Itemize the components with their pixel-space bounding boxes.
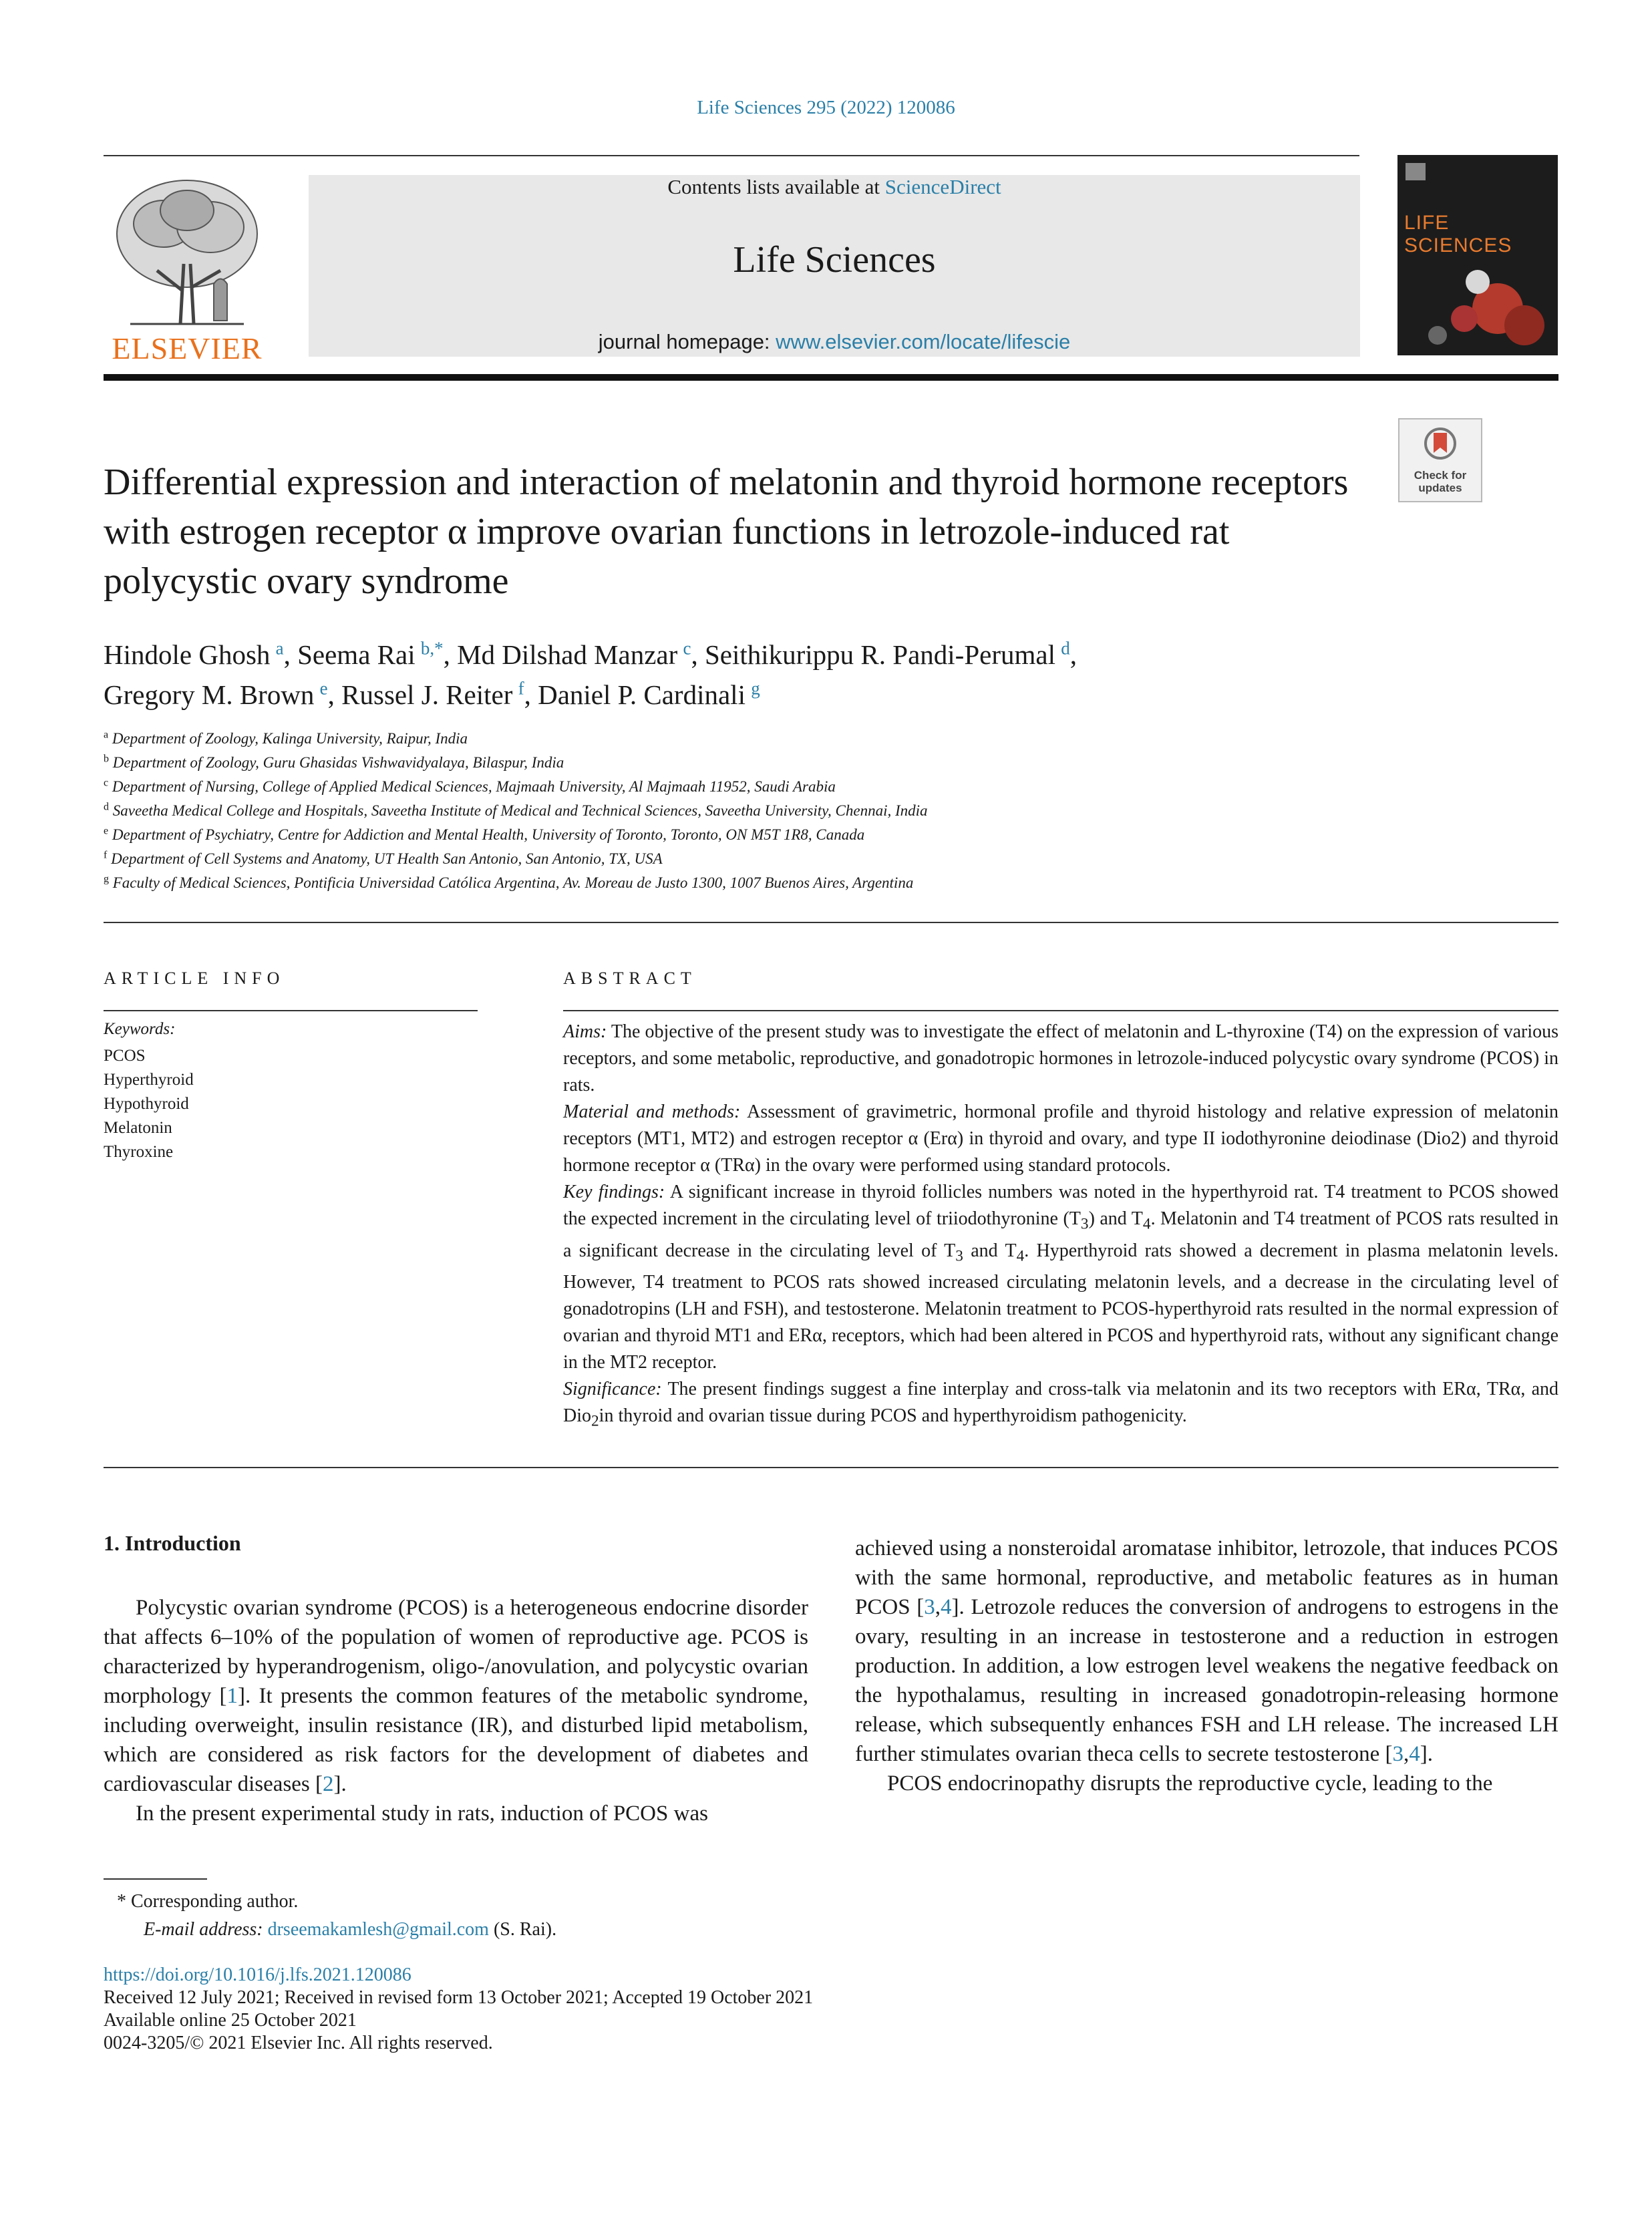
- body-column-left: [104, 1593, 808, 1828]
- abstract-aims: [563, 1019, 1558, 1099]
- check-for-updates-badge[interactable]: [1398, 418, 1482, 502]
- affiliation-sup: g: [104, 873, 109, 885]
- publication-info: [104, 1964, 813, 2055]
- article-info-rule: [104, 1010, 478, 1011]
- findings-text: A significant increase in thyroid follicles numbers was noted in the hyperthyroid rat. T4 treatment to PCOS showed the expected increment in the circulating level of triiodothyronine (T: [563, 1182, 1558, 1229]
- keywords-label: Keywords:: [104, 1020, 176, 1038]
- affiliation-item: [104, 799, 1540, 823]
- body-text: ].: [333, 1772, 347, 1796]
- affiliation-item: [104, 847, 1540, 871]
- citation-link[interactable]: 4: [941, 1595, 952, 1619]
- running-head[interactable]: Life Sciences 295 (2022) 120086: [697, 97, 955, 118]
- affiliation-item: [104, 751, 1540, 775]
- cover-publisher-icon: [1406, 163, 1426, 180]
- affiliation-text: Department of Zoology, Guru Ghasidas Vishwavidyalaya, Bilaspur, India: [112, 754, 564, 771]
- journal-masthead: [309, 175, 1360, 357]
- citation-link[interactable]: 3: [924, 1595, 935, 1619]
- affiliation-sup: d: [104, 801, 109, 813]
- elsevier-logo: [104, 170, 271, 364]
- body-text: achieved using a nonsteroidal aromatase inhibitor, letrozole, that induces PCOS with the same hormonal, reproductive, and metabolic features as in human PCOS [: [855, 1536, 1558, 1619]
- bookmark-icon: [1424, 426, 1456, 468]
- email-suffix: (S. Rai).: [488, 1919, 557, 1940]
- email-link[interactable]: drseemakamlesh@gmail.com: [267, 1919, 489, 1940]
- sciencedirect-link[interactable]: ScienceDirect: [884, 175, 1001, 198]
- abstract-rule: [563, 1010, 1558, 1011]
- journal-name: Life Sciences: [733, 239, 936, 281]
- findings-text: . Hyperthyroid rats showed a decrement in plasma melatonin levels. However, T4 treatment to PCOS rats showed increased circulating melatonin levels, and a decrease in the circulating level of gonadotropins (LH and FSH), and testosterone. Melatonin treatment to PCOS-hyperthyroid rats resulted in the normal expression of ovarian and thyroid MT1 and ERα, receptors, which had been altered in PCOS and hyperthyroid rats, without any significant change in the MT2 receptor.: [563, 1240, 1558, 1373]
- email-label: E-mail address:: [144, 1919, 268, 1940]
- keyword: Thyroxine: [104, 1143, 174, 1161]
- affiliation-item: [104, 871, 1540, 895]
- affiliation-list: [104, 727, 1540, 895]
- citation-link[interactable]: 1: [226, 1684, 238, 1708]
- cover-title: LIFE SCIENCES: [1404, 212, 1512, 257]
- citation-separator: ,: [935, 1595, 941, 1619]
- check-for-updates-text: Check for updates: [1414, 469, 1467, 494]
- author-name[interactable]: Seema Rai: [297, 639, 416, 670]
- affiliation-text: Department of Nursing, College of Applied Medical Sciences, Majmaah University, Al Majmaah 11952, Saudi Arabia: [112, 778, 836, 795]
- affiliation-item: [104, 775, 1540, 799]
- citation-link[interactable]: 3: [1392, 1742, 1404, 1766]
- affiliation-text: Department of Psychiatry, Centre for Addiction and Mental Health, University of Toronto, Toronto, ON M5T 1R8, Canada: [112, 826, 865, 843]
- introduction-heading: 1. Introduction: [104, 1531, 241, 1555]
- body-paragraph: In the present experimental study in rats, induction of PCOS was: [136, 1802, 708, 1826]
- footnote: [117, 1888, 556, 1944]
- author-affiliation-sup[interactable]: d: [1061, 638, 1070, 659]
- citation-link[interactable]: 4: [1409, 1742, 1420, 1766]
- author-name[interactable]: Gregory M. Brown: [104, 679, 315, 710]
- affiliation-item: [104, 727, 1540, 751]
- affiliation-text: Department of Zoology, Kalinga University, Raipur, India: [112, 730, 468, 747]
- doi-link[interactable]: https://doi.org/10.1016/j.lfs.2021.120086: [104, 1965, 411, 1985]
- body-text: Polycystic ovarian syndrome (PCOS) is a heterogeneous endocrine disorder that affects 6–10% of the population of women of reproductive age. PCOS is characterized by hyperandrogenism, oligo-/anovulation, and polycystic ovarian morphology [: [104, 1596, 808, 1708]
- available-online: Available online 25 October 2021: [104, 2010, 357, 2031]
- keyword: Hypothyroid: [104, 1095, 189, 1113]
- author-affiliation-sup[interactable]: g: [751, 678, 760, 699]
- citation-link[interactable]: 2: [323, 1772, 334, 1796]
- author-list: Hindole Ghosh $^a$, Seema Rai $^{b,*}$, Md Dilshad Manzar $^c$, Seithikurippu R. Pandi-Perumal $^d$, Gregory M. Brown $^e$, Russel J. Reiter $^f$, Daniel P. Cardinali $^g$: [104, 638, 1077, 710]
- received-dates: Received 12 July 2021; Received in revised form 13 October 2021; Accepted 19 October 2021: [104, 1987, 814, 2008]
- abstract-bottom-rule: [104, 1467, 1558, 1468]
- citation-separator: ,: [1403, 1742, 1410, 1766]
- methods-text: Assessment of gravimetric, hormonal profile and thyroid histology and relative expression of melatonin receptors (MT1, MT2) and estrogen receptor α (Erα) in thyroid and ovary, and type II iodothyronine deiodinase (Dio2) and thyroid hormone receptor α (TRα) in the ovary were performed using standard protocols.: [563, 1101, 1558, 1176]
- body-text: ].: [1420, 1742, 1434, 1766]
- findings-text: ) and T: [1088, 1208, 1143, 1229]
- keyword: PCOS: [104, 1047, 146, 1065]
- subscript: 4: [1016, 1247, 1025, 1265]
- corresponding-author-note: * Corresponding author.: [117, 1891, 299, 1912]
- contents-prefix: Contents lists available at: [667, 175, 885, 198]
- author-name[interactable]: Russel J. Reiter: [341, 679, 513, 710]
- article-info-heading: ARTICLE INFO: [104, 969, 285, 988]
- subscript: 3: [1080, 1215, 1089, 1233]
- author-affiliation-sup[interactable]: c: [683, 638, 691, 659]
- body-text: ]. It presents the common features of the metabolic syndrome, including overweight, insulin resistance (IR), and disturbed lipid metabolism, which are considered as risk factors for the development of diabetes and cardiovascular diseases [: [104, 1684, 808, 1796]
- author-affiliation-sup[interactable]: e: [319, 678, 328, 699]
- homepage-line: [309, 330, 1360, 354]
- keywords-list: [104, 1044, 194, 1164]
- author-affiliation-sup[interactable]: a: [275, 638, 284, 659]
- subscript: 3: [955, 1247, 963, 1265]
- aims-text: The objective of the present study was to investigate the effect of melatonin and L-thyroxine (T4) on the expression of various receptors, and some metabolic, reproductive, and gonadotropic hormones in letrozole-induced polycystic ovary syndrome (PCOS) in rats.: [563, 1021, 1558, 1095]
- body-paragraph: [855, 1534, 1558, 1769]
- homepage-prefix: journal homepage:: [598, 330, 776, 353]
- article-title: Differential expression and interaction of melatonin and thyroid hormone receptors with estrogen receptor α improve ovarian functions in letrozole-induced rat polycystic ovary syndrome: [104, 462, 1349, 602]
- author-affiliation-sup[interactable]: b,*: [420, 638, 444, 659]
- author-name[interactable]: Md Dilshad Manzar: [457, 639, 678, 670]
- author-affiliation-sup[interactable]: f: [518, 678, 524, 699]
- subscript: 4: [1142, 1215, 1151, 1233]
- affiliation-sup: f: [104, 849, 108, 861]
- significance-text: The present findings suggest a fine interplay and cross-talk via melatonin and its two receptors with ERα, TRα, and Dio: [563, 1379, 1558, 1427]
- findings-text: and T: [963, 1240, 1017, 1261]
- keyword: Melatonin: [104, 1119, 172, 1137]
- section-rule: [104, 922, 1558, 923]
- aims-label: Aims:: [563, 1021, 607, 1042]
- affiliation-text: Department of Cell Systems and Anatomy, UT Health San Antonio, San Antonio, TX, USA: [111, 850, 663, 867]
- footnote-rule: [104, 1878, 207, 1880]
- affiliation-text: Faculty of Medical Sciences, Pontificia Universidad Católica Argentina, Av. Moreau de Justo 1300, 1007 Buenos Aires, Argentina: [112, 874, 914, 891]
- significance-label: Significance:: [563, 1379, 662, 1400]
- header-thick-rule: [104, 374, 1558, 381]
- affiliation-sup: a: [104, 729, 109, 741]
- findings-label: Key findings:: [563, 1182, 665, 1202]
- abstract-findings: [563, 1179, 1558, 1376]
- body-column-right: [855, 1534, 1558, 1798]
- author-name[interactable]: Seithikurippu R. Pandi-Perumal: [704, 639, 1055, 670]
- affiliation-text: Saveetha Medical College and Hospitals, Saveetha Institute of Medical and Technical Sciences, Saveetha University, Chennai, India: [112, 802, 928, 819]
- body-text: ]. Letrozole reduces the conversion of androgens to estrogens in the ovary, resulting in an increase in testosterone and a reduction in estrogen production. In addition, a low estrogen level weakens the negative feedback on the hypothalamus, resulting in increased gonadotropin-releasing hormone release, which subsequently enhances FSH and LH release. The increased LH further stimulates ovarian theca cells to secrete testosterone [: [855, 1595, 1558, 1766]
- affiliation-sup: c: [104, 777, 109, 789]
- body-paragraph: [104, 1593, 808, 1799]
- body-paragraph: PCOS endocrinopathy disrupts the reproductive cycle, leading to the: [887, 1771, 1493, 1796]
- subscript: 2: [591, 1412, 599, 1430]
- header-rule: [104, 155, 1359, 156]
- affiliation-sup: e: [104, 825, 109, 837]
- affiliation-sup: b: [104, 753, 109, 765]
- affiliation-item: [104, 823, 1540, 847]
- abstract-heading: ABSTRACT: [563, 969, 697, 988]
- keyword: Hyperthyroid: [104, 1071, 194, 1089]
- author-name[interactable]: Daniel P. Cardinali: [538, 679, 746, 710]
- author-name[interactable]: Hindole Ghosh: [104, 639, 271, 670]
- homepage-link[interactable]: www.elsevier.com/locate/lifescie: [776, 330, 1071, 353]
- methods-label: Material and methods:: [563, 1101, 741, 1122]
- contents-line: [309, 175, 1360, 199]
- cover-cells-icon: [1397, 255, 1558, 355]
- email-line: [117, 1916, 556, 1944]
- copyright: 0024-3205/© 2021 Elsevier Inc. All rights reserved.: [104, 2033, 493, 2053]
- abstract-body: [563, 1019, 1558, 1435]
- elsevier-wordmark: ELSEVIER: [112, 331, 263, 365]
- journal-cover[interactable]: [1397, 155, 1558, 355]
- findings-text: . Melatonin and T4 treatment of PCOS rats resulted in a significant decrease in the circulating level of T: [563, 1208, 1558, 1261]
- significance-text: in thyroid and ovarian tissue during PCOS and hyperthyroidism pathogenicity.: [599, 1405, 1187, 1427]
- abstract-methods: [563, 1099, 1558, 1179]
- abstract-significance: [563, 1376, 1558, 1435]
